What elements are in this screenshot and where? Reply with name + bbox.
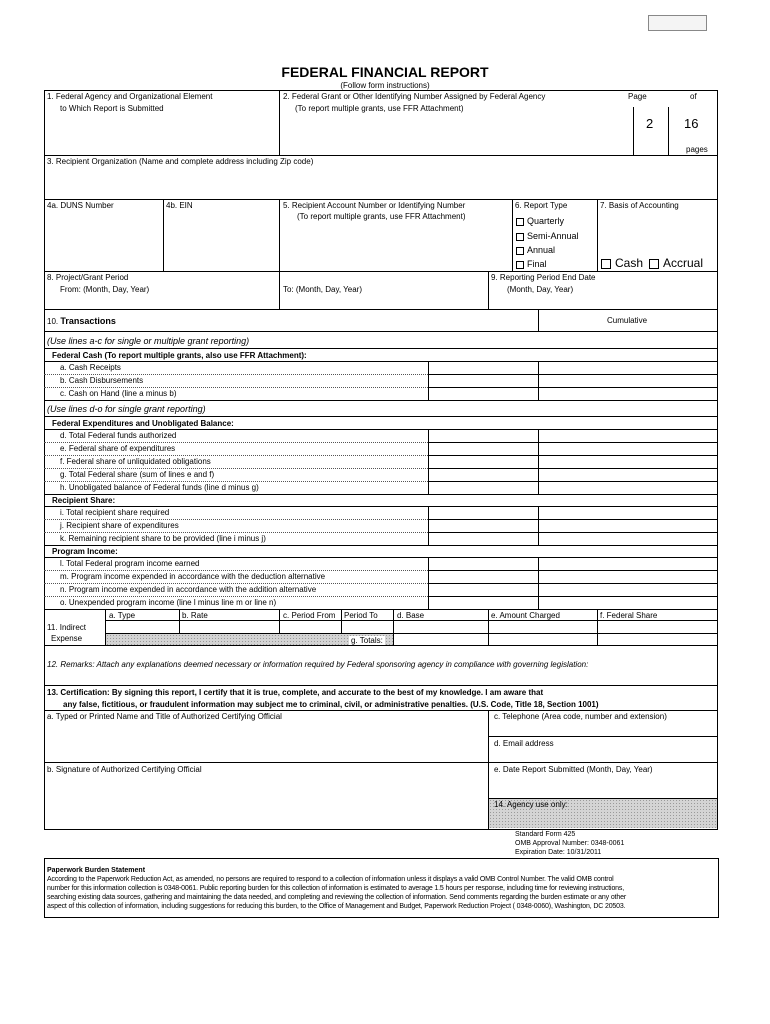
indirect-amount-field[interactable] xyxy=(489,621,596,632)
col-federal-share-label: f. Federal Share xyxy=(600,611,658,620)
checkbox-icon xyxy=(649,259,659,269)
checkbox-icon xyxy=(516,233,524,241)
signature-field[interactable] xyxy=(46,776,486,828)
remarks-field[interactable] xyxy=(46,671,716,683)
cash-header: Federal Cash (To report multiple grants, also use FFR Attachment): xyxy=(52,351,307,360)
program-income-earned-field[interactable] xyxy=(539,558,716,569)
field8-to: To: (Month, Day, Year) xyxy=(283,285,362,294)
page-subtitle: (Follow form instructions) xyxy=(340,81,430,90)
certifying-official-name-label: a. Typed or Printed Name and Title of Authorized Certifying Official xyxy=(47,712,282,721)
col-rate-label: b. Rate xyxy=(182,611,208,620)
report-type-quarterly[interactable] xyxy=(516,216,564,226)
line-g-label: g. Total Federal share (sum of lines e and f) xyxy=(60,470,215,479)
line-j-label: j. Recipient share of expenditures xyxy=(60,521,179,530)
email-field[interactable] xyxy=(490,751,716,762)
line-k-label: k. Remaining recipient share to be provided (line i minus j) xyxy=(60,534,266,543)
line-o-label: o. Unexpended program income (line l minus line m or line n) xyxy=(60,598,277,607)
indirect-period-from-field[interactable] xyxy=(280,621,340,632)
certifying-official-name-field[interactable] xyxy=(46,724,486,762)
recipient-account-field[interactable] xyxy=(281,224,510,269)
indirect-expense-label: 11. Indirect xyxy=(47,623,86,632)
of-label: of xyxy=(690,92,697,101)
total-federal-share-field[interactable] xyxy=(539,469,716,480)
report-type-annual[interactable] xyxy=(516,245,555,255)
field5-label2: (To report multiple grants, use FFR Attachment) xyxy=(297,212,466,221)
transactions-label: Transactions xyxy=(60,316,116,326)
standard-form-label: Standard Form 425 xyxy=(515,831,576,838)
line-m-label: m. Program income expended in accordance with the deduction alternative xyxy=(60,572,326,581)
line-c-label: c. Cash on Hand (line a minus b) xyxy=(60,389,177,398)
option-label: Cash xyxy=(615,256,644,270)
option-label: Accrual xyxy=(663,256,704,270)
recipient-share-expenditures-field[interactable] xyxy=(539,520,716,531)
checkbox-icon xyxy=(516,247,524,255)
field8-from: From: (Month, Day, Year) xyxy=(60,285,150,294)
federal-agency-field[interactable] xyxy=(46,116,277,153)
recipient-share-header: Recipient Share: xyxy=(52,496,116,505)
checkbox-icon xyxy=(516,218,524,226)
period-from-field[interactable] xyxy=(46,296,277,308)
col-period-to-label: Period To xyxy=(344,611,378,620)
cash-receipts-field[interactable] xyxy=(539,362,716,373)
income-addition-field[interactable] xyxy=(539,584,716,595)
basis-accrual[interactable] xyxy=(649,256,703,270)
use-lines-ac: (Use lines a-c for single or multiple grant reporting) xyxy=(47,336,250,346)
line-d-label: d. Total Federal funds authorized xyxy=(60,431,177,440)
grant-number-field[interactable] xyxy=(281,116,631,153)
ein-field[interactable] xyxy=(165,212,277,269)
field9-label: 9. Reporting Period End Date xyxy=(491,273,596,282)
line-b-label: b. Cash Disbursements xyxy=(60,376,144,385)
date-submitted-field[interactable] xyxy=(490,776,716,797)
report-type-semi-annual[interactable] xyxy=(516,231,579,241)
basis-cash[interactable] xyxy=(601,256,643,270)
option-label: Quarterly xyxy=(527,216,565,226)
paperwork-burden-line4: aspect of this collection of information, including suggestions for reducing this burden, to the Office of Management and Budget, Paperwork Reduction Project ( 0348-0060), Washington, DC 20503. xyxy=(47,903,626,910)
indirect-period-to-field[interactable] xyxy=(342,621,392,632)
reporting-end-date-field[interactable] xyxy=(490,296,716,308)
unobligated-balance-field[interactable] xyxy=(539,482,716,493)
date-submitted-label: e. Date Report Submitted (Month, Day, Year) xyxy=(494,765,653,774)
paperwork-burden-line2: number for this information collection is 0348-0061. Public reporting burden for this collection of information is estimated to average 1.5 hours per response, including time for reviewing instructions, xyxy=(47,885,625,892)
line-i-label: i. Total recipient share required xyxy=(60,508,170,517)
pages-label: pages xyxy=(686,145,708,154)
line-e-label: e. Federal share of expenditures xyxy=(60,444,176,453)
total-pages-field[interactable]: 16 xyxy=(684,116,699,131)
field6-label: 6. Report Type xyxy=(515,201,568,210)
email-label: d. Email address xyxy=(494,739,554,748)
unexpended-income-field[interactable] xyxy=(539,597,716,608)
income-deduction-field[interactable] xyxy=(539,571,716,582)
page-number-field[interactable]: 2 xyxy=(646,116,654,131)
col-type-label: a. Type xyxy=(109,611,136,620)
paperwork-burden-line1: According to the Paperwork Reduction Act, as amended, no persons are required to respond to a collection of information unless it displays a valid OMB Control Number. The valid OMB control xyxy=(47,876,614,883)
field1-label2: to Which Report is Submitted xyxy=(60,104,164,113)
federal-share-unliquidated-field[interactable] xyxy=(539,456,716,467)
col-amount-charged-label: e. Amount Charged xyxy=(491,611,560,620)
paperwork-burden-title: Paperwork Burden Statement xyxy=(47,867,146,874)
field1-label: 1. Federal Agency and Organizational Element xyxy=(47,92,213,101)
field4a-label: 4a. DUNS Number xyxy=(47,201,114,210)
signature-label: b. Signature of Authorized Certifying Official xyxy=(47,765,202,774)
cash-on-hand-field[interactable] xyxy=(539,388,716,399)
line-f-label: f. Federal share of unliquidated obligations xyxy=(60,457,211,466)
program-income-header: Program Income: xyxy=(52,547,118,556)
checkbox-icon xyxy=(601,259,611,269)
indirect-federal-share-field[interactable] xyxy=(598,621,716,632)
line-h-label: h. Unobligated balance of Federal funds (line d minus g) xyxy=(60,483,259,492)
field2-label2: (To report multiple grants, use FFR Attachment) xyxy=(295,104,464,113)
totals-label: g. Totals: xyxy=(351,636,383,645)
field4b-label: 4b. EIN xyxy=(166,201,193,210)
remaining-recipient-share-field[interactable] xyxy=(539,533,716,544)
option-label: Annual xyxy=(527,245,556,255)
col-base-label: d. Base xyxy=(397,611,425,620)
cumulative-label: Cumulative xyxy=(607,316,648,325)
certification-line2: any false, fictitious, or fraudulent information may subject me to criminal, civil, or administrative penalties. (U.S. Code, Title 18, Section 1001) xyxy=(63,700,599,709)
totals-base-field[interactable] xyxy=(394,634,487,645)
field5-label: 5. Recipient Account Number or Identifying Number xyxy=(283,201,466,210)
duns-number-field[interactable] xyxy=(46,212,161,269)
field7-label: 7. Basis of Accounting xyxy=(600,201,679,210)
federal-share-expenditures-field[interactable] xyxy=(539,443,716,454)
field8-label: 8. Project/Grant Period xyxy=(47,273,129,282)
paperwork-burden-line3: searching existing data sources, gathering and maintaining the data needed, and completing and reviewing the collection of information. Send comments regarding the burden estimate or any other xyxy=(47,894,627,901)
telephone-label: c. Telephone (Area code, number and extension) xyxy=(494,712,667,721)
col-period-from-label: c. Period From xyxy=(283,611,336,620)
line-l-label: l. Total Federal program income earned xyxy=(60,559,200,568)
indirect-rate-field[interactable] xyxy=(180,621,278,632)
federal-funds-authorized-field[interactable] xyxy=(539,430,716,441)
totals-federal-share-field[interactable] xyxy=(598,634,716,645)
page-label: Page xyxy=(628,92,647,101)
certification-line1: 13. Certification: By signing this report, I certify that it is true, complete, and accurate to the best of my knowledge. I am aware that xyxy=(47,688,544,697)
top-right-box[interactable] xyxy=(648,15,707,31)
expenditures-header: Federal Expenditures and Unobligated Balance: xyxy=(52,419,234,428)
page-title: FEDERAL FINANCIAL REPORT xyxy=(281,64,489,80)
telephone-field[interactable] xyxy=(490,724,716,736)
option-label: Final xyxy=(527,259,547,269)
recipient-share-required-field[interactable] xyxy=(539,507,716,518)
field9-sub: (Month, Day, Year) xyxy=(507,285,574,294)
field3-label: 3. Recipient Organization (Name and complete address including Zip code) xyxy=(47,157,314,166)
totals-amount-field[interactable] xyxy=(489,634,596,645)
cash-disbursements-field[interactable] xyxy=(539,375,716,386)
omb-approval-label: OMB Approval Number: 0348-0061 xyxy=(515,840,625,847)
expiration-date-label: Expiration Date: 10/31/2011 xyxy=(515,849,602,856)
line-a-label: a. Cash Receipts xyxy=(60,363,121,372)
remarks-label: 12. Remarks: Attach any explanations deemed necessary or information required by Federal sponsoring agency in compliance with governing legislation: xyxy=(47,660,589,669)
period-to-field[interactable] xyxy=(281,296,486,308)
indirect-type-field[interactable] xyxy=(106,621,178,632)
option-label: Semi-Annual xyxy=(527,231,579,241)
indirect-base-field[interactable] xyxy=(394,621,487,632)
agency-use-label: 14. Agency use only: xyxy=(494,800,568,809)
transactions-number: 10. xyxy=(47,317,59,326)
indirect-expense-label2: Expense xyxy=(51,634,83,643)
use-lines-do: (Use lines d-o for single grant reporting) xyxy=(47,404,206,414)
transactions-heading xyxy=(47,316,116,327)
field2-label: 2. Federal Grant or Other Identifying Number Assigned by Federal Agency xyxy=(283,92,546,101)
recipient-organization-field[interactable] xyxy=(46,168,716,198)
checkbox-icon xyxy=(516,261,524,269)
report-type-final[interactable] xyxy=(516,259,547,269)
line-n-label: n. Program income expended in accordance with the addition alternative xyxy=(60,585,317,594)
